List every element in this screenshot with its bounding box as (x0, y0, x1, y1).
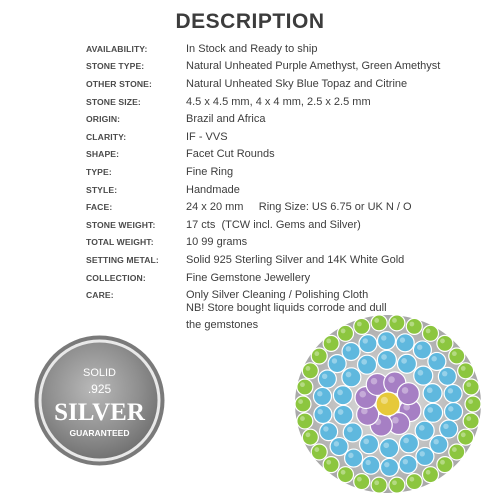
topaz-gem (318, 370, 336, 388)
topaz-gem (380, 439, 399, 458)
seal-text-bottom: GUARANTEED (69, 428, 130, 438)
spec-value: Solid 925 Sterling Silver and 14K White Gold (186, 253, 405, 266)
gem-highlight (392, 480, 397, 485)
topaz-gem (415, 421, 434, 440)
spec-value: Facet Cut Rounds (186, 148, 275, 161)
spec-label: CARE: (86, 290, 114, 301)
gem-highlight (361, 359, 367, 365)
gem-highlight (448, 388, 453, 393)
spec-row (86, 269, 496, 287)
topaz-gem (334, 405, 353, 424)
gem-highlight (348, 453, 353, 458)
gem-highlight (409, 477, 414, 482)
spec-label: CLARITY: (86, 131, 127, 142)
spec-row (86, 58, 496, 76)
spec-label: FACE: (86, 202, 113, 213)
peridot-gem (354, 318, 370, 334)
topaz-gem (438, 367, 456, 385)
topaz-gem (342, 368, 361, 387)
gem-highlight (337, 390, 343, 396)
gem-highlight (442, 371, 447, 376)
peridot-gem (311, 444, 327, 460)
spec-row (86, 75, 496, 93)
gem-highlight (326, 460, 331, 465)
topaz-gem (445, 403, 463, 421)
gem-highlight (452, 447, 457, 452)
spec-label: SETTING METAL: (86, 254, 159, 265)
gem-highlight (468, 399, 473, 404)
topaz-gem (399, 434, 418, 453)
peridot-gem (406, 474, 422, 490)
silver-seal-icon (33, 334, 166, 467)
gem-highlight (381, 335, 386, 340)
peridot-gem (449, 444, 465, 460)
peridot-gem (458, 429, 474, 445)
gem-highlight (401, 358, 407, 364)
seal-text-top: SOLID (82, 367, 117, 379)
topaz-gem (360, 435, 379, 454)
gem-highlight (363, 439, 369, 445)
spec-row (86, 234, 496, 252)
gem-highlight (419, 425, 425, 431)
gem-highlight (431, 356, 436, 361)
gem-highlight (363, 338, 368, 343)
spec-value: 17 cts (TCW incl. Gems and Silver) (186, 218, 361, 231)
spec-value: IF - VVS (186, 130, 228, 143)
spec-label: ORIGIN: (86, 114, 121, 125)
gem-highlight (392, 318, 397, 323)
peridot-gem (323, 457, 339, 473)
spec-row (86, 216, 496, 234)
gem-highlight (374, 480, 379, 485)
gem-highlight (452, 351, 457, 356)
spec-row (86, 251, 496, 269)
spec-label: TOTAL WEIGHT: (86, 237, 154, 248)
spec-value: Natural Unheated Purple Amethyst, Green Amethyst (186, 60, 441, 73)
topaz-gem (333, 386, 352, 405)
gem-highlight (300, 416, 305, 421)
spec-value: Fine Ring (186, 165, 234, 178)
peridot-gem (389, 315, 405, 331)
gem-highlight (323, 426, 328, 431)
peridot-gem (389, 477, 405, 493)
topaz-gem (377, 332, 395, 350)
spec-list (86, 40, 496, 304)
peridot-gem (458, 363, 474, 379)
spec-row (86, 181, 496, 199)
spec-value: Fine Gemstone Jewellery (186, 271, 311, 284)
seal-text-middle: .925 (87, 382, 112, 396)
peridot-gem (297, 413, 313, 429)
spec-row (86, 198, 496, 216)
peridot-gem (463, 413, 479, 429)
page-title: DESCRIPTION (175, 10, 325, 33)
gem-highlight (306, 432, 311, 437)
seal-text-main: SILVER (54, 399, 145, 426)
peridot-gem (437, 335, 453, 351)
spec-value: Brazil and Africa (186, 113, 266, 126)
peridot-gem (311, 348, 327, 364)
topaz-gem (314, 405, 332, 423)
peridot-gem (295, 396, 311, 412)
spec-value: Only Silver Cleaning / Polishing Cloth (186, 289, 369, 302)
peridot-gem (423, 325, 439, 341)
topaz-gem (343, 423, 362, 442)
spec-label: STONE SIZE: (86, 96, 141, 107)
topaz-gem (377, 350, 396, 369)
peridot-gem (354, 474, 370, 490)
topaz-gem (396, 334, 414, 352)
peridot-gem (449, 348, 465, 364)
spec-label: SHAPE: (86, 149, 120, 160)
topaz-gem (423, 384, 442, 403)
gem-highlight (341, 329, 346, 334)
peridot-gem (371, 477, 387, 493)
gem-highlight (403, 438, 409, 444)
gem-highlight (461, 366, 466, 371)
spec-row (86, 128, 496, 146)
spec-label: OTHER STONE: (86, 78, 152, 89)
gem-highlight (443, 424, 448, 429)
spec-label: AVAILABILITY: (86, 43, 148, 54)
gem-highlight (440, 460, 445, 465)
care-note-line: the gemstones (186, 319, 259, 331)
gem-highlight (381, 397, 388, 404)
gem-highlight (440, 339, 445, 344)
topaz-gem (313, 387, 331, 405)
topaz-gem (428, 352, 446, 370)
topaz-gem (358, 355, 377, 374)
gem-highlight (365, 460, 370, 465)
gem-highlight (427, 407, 433, 413)
topaz-gem (381, 458, 399, 476)
gem-highlight (388, 376, 395, 383)
spec-label: TYPE: (86, 166, 112, 177)
spec-label: STONE WEIGHT: (86, 219, 156, 230)
spec-value: 24 x 20 mm Ring Size: US 6.75 or UK N / O (186, 201, 412, 214)
gem-highlight (466, 416, 471, 421)
gemstone-ring-image (288, 300, 488, 500)
spec-row (86, 146, 496, 164)
gem-highlight (334, 441, 339, 446)
peridot-gem (463, 379, 479, 395)
gem-highlight (357, 477, 362, 482)
gem-highlight (392, 417, 399, 424)
gem-highlight (417, 345, 422, 350)
gem-highlight (341, 470, 346, 475)
gem-highlight (427, 387, 433, 393)
gem-highlight (384, 462, 389, 467)
citrine-gem (376, 392, 400, 416)
gem-highlight (383, 442, 389, 448)
topaz-gem (397, 354, 416, 373)
peridot-gem (465, 396, 481, 412)
gem-highlight (346, 346, 351, 351)
topaz-gem (440, 420, 458, 438)
gem-highlight (433, 439, 438, 444)
spec-value: In Stock and Ready to ship (186, 42, 318, 55)
gem-highlight (347, 427, 353, 433)
gem-highlight (326, 339, 331, 344)
spec-value: 4.5 x 4.5 mm, 4 x 4 mm, 2.5 x 2.5 mm (186, 95, 371, 108)
gem-highlight (448, 406, 453, 411)
spec-label: COLLECTION: (86, 272, 146, 283)
topaz-gem (359, 335, 377, 353)
topaz-gem (342, 342, 360, 360)
spec-label: STYLE: (86, 184, 118, 195)
spec-value: Natural Unheated Sky Blue Topaz and Citrine (186, 77, 408, 90)
topaz-gem (444, 385, 462, 403)
topaz-gem (414, 366, 433, 385)
amethyst-gem (397, 383, 419, 405)
topaz-gem (424, 403, 443, 422)
care-note-line: NB! Store bought liquids corrode and dull (186, 302, 387, 314)
spec-row (86, 40, 496, 58)
gem-highlight (300, 382, 305, 387)
gem-highlight (400, 337, 405, 342)
topaz-gem (330, 438, 348, 456)
peridot-gem (371, 315, 387, 331)
peridot-gem (302, 363, 318, 379)
gem-highlight (317, 391, 322, 396)
gem-highlight (418, 370, 424, 376)
spec-value: Handmade (186, 183, 240, 196)
spec-row (86, 110, 496, 128)
peridot-gem (406, 318, 422, 334)
spec-label: STONE TYPE: (86, 61, 145, 72)
gem-highlight (346, 372, 352, 378)
gem-highlight (461, 432, 466, 437)
peridot-gem (338, 467, 354, 483)
gem-highlight (402, 387, 409, 394)
gemstone-cluster (295, 315, 481, 493)
gem-highlight (371, 378, 378, 385)
gem-highlight (322, 374, 327, 379)
gem-highlight (298, 399, 303, 404)
peridot-gem (423, 467, 439, 483)
gem-highlight (420, 451, 425, 456)
topaz-gem (399, 455, 417, 473)
gem-highlight (381, 354, 387, 360)
topaz-gem (362, 456, 380, 474)
peridot-gem (437, 457, 453, 473)
topaz-gem (416, 448, 434, 466)
gem-highlight (409, 322, 414, 327)
gem-highlight (466, 382, 471, 387)
peridot-gem (323, 335, 339, 351)
spec-row (86, 93, 496, 111)
gem-highlight (357, 322, 362, 327)
spec-value: 10 99 grams (186, 236, 248, 249)
spec-row (86, 163, 496, 181)
gem-highlight (374, 318, 379, 323)
gem-highlight (314, 351, 319, 356)
topaz-gem (320, 423, 338, 441)
gem-highlight (306, 366, 311, 371)
gem-highlight (403, 459, 408, 464)
peridot-gem (338, 325, 354, 341)
topaz-gem (345, 449, 363, 467)
gem-highlight (426, 470, 431, 475)
gem-highlight (314, 447, 319, 452)
gem-highlight (332, 358, 337, 363)
peridot-gem (297, 379, 313, 395)
gem-highlight (426, 329, 431, 334)
gem-highlight (359, 391, 366, 398)
topaz-gem (413, 341, 431, 359)
peridot-gem (302, 429, 318, 445)
gem-highlight (318, 409, 323, 414)
gem-highlight (338, 409, 344, 415)
